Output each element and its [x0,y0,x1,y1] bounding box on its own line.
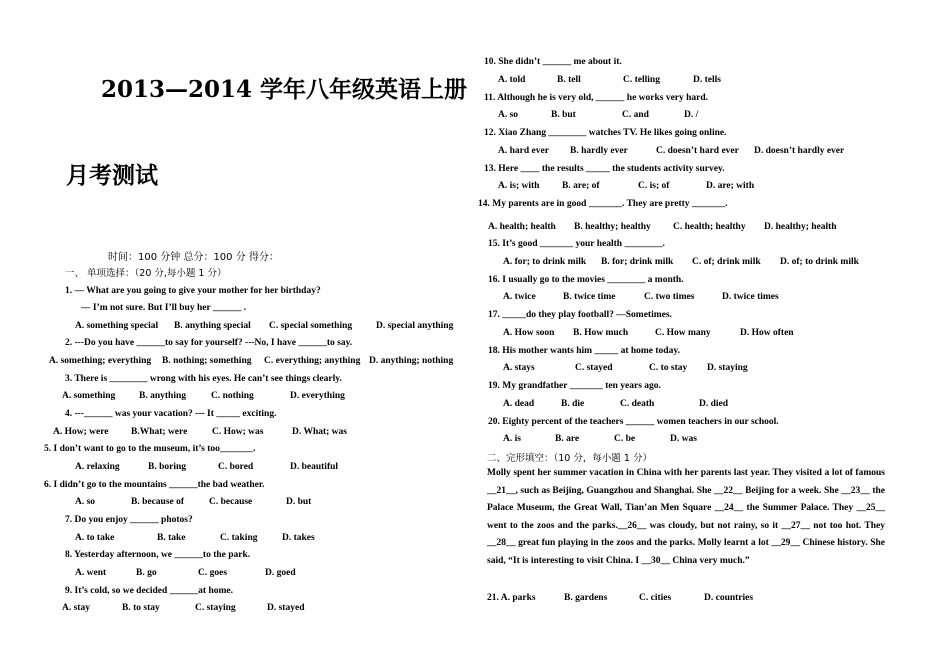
option: A. stay [62,603,90,613]
option: D. special anything [376,321,454,331]
question-text: 8. Yesterday afternoon, we ______to the park. [65,550,251,560]
option: B. go [136,568,157,578]
option: A. so [75,497,96,507]
option: C. to stay [649,363,688,373]
option: C. health; healthy [673,222,746,232]
option: A. something [62,391,116,401]
question-text: 15. It’s good _______ your health ________. [488,239,665,249]
option: C. bored [218,462,254,472]
question-text: 3. There is ________ wrong with his eyes. He can’t see things clearly. [65,374,342,384]
question-text: 4. ---______ was your vacation? --- It _____ exciting. [65,409,277,419]
option: D. died [699,399,729,409]
option: B. are; of [562,181,600,191]
option: C. nothing [211,391,254,401]
section-2-heading: 二、完形填空：（10 分，每小题 1 分） [487,453,652,464]
option: C. How; was [212,427,264,437]
option: C. of; drink milk [692,257,761,267]
option: D. everything [290,391,345,401]
question-text: 11. Although he is very old, ______ he works very hard. [484,93,709,103]
question-text: 5. I don’t want to go to the museum, it’s too_______. [44,444,256,454]
option: C. everything; anything [264,356,361,366]
option: C. death [620,399,655,409]
question-text: 7. Do you enjoy ______ photos? [65,515,193,525]
question-text: 14. My parents are in good _______. They are pretty _______. [478,199,728,209]
option: A. twice [503,292,536,302]
page-title: 2013—2014 学年八年级英语上册 [101,76,468,103]
option: D. goed [265,568,296,578]
question-text: 1. — What are you going to give your mother for her birthday? [65,286,321,296]
option: C. doesn’t hard ever [656,146,739,156]
option: B. healthy; healthy [574,222,651,232]
option: B. are [555,434,580,444]
option: B. for; drink milk [601,257,674,267]
option: C. How many [655,328,711,338]
option: A. hard ever [498,146,549,156]
option: D. twice times [722,292,779,302]
option: A. for; to drink milk [503,257,587,267]
option: A. something special [75,321,159,331]
option: D. stayed [267,603,305,613]
option: C. special something [269,321,353,331]
option: C. stayed [575,363,613,373]
option: B. but [551,110,576,120]
question-text: 20. Eighty percent of the teachers ______ women teachers in our school. [488,417,779,427]
option: B. tell [557,75,581,85]
question-text: 13. Here ____ the results _____ the students activity survey. [484,164,725,174]
option: D. How often [740,328,794,338]
option: A. something; everything [49,356,152,366]
option: A. so [498,110,519,120]
option: D. beautiful [290,462,339,472]
option: C. taking [220,533,258,543]
question-text: 21. A. parks [487,593,536,603]
option: B. anything special [174,321,251,331]
option: B. take [157,533,186,543]
option: D. healthy; health [764,222,837,232]
option: D. countries [704,593,754,603]
option: C. is; of [638,181,670,191]
option: D. anything; nothing [369,356,454,366]
question-text: 18. His mother wants him _____ at home today. [488,346,680,356]
option: C. and [622,110,649,120]
option: C. be [614,434,636,444]
option: D. staying [707,363,748,373]
question-text: 6. I didn’t go to the mountains ______the bad weather. [44,480,265,490]
option: B. gardens [564,593,608,603]
option: C. because [209,497,253,507]
option: B. twice time [563,292,616,302]
option: A. is; with [498,181,540,191]
option: C. telling [623,75,660,85]
option: D. What; was [292,427,347,437]
option: B. hardly ever [570,146,628,156]
question-text: 19. My grandfather _______ ten years ago. [488,381,661,391]
option: C. two times [644,292,695,302]
option: A. How soon [503,328,555,338]
option: B. to stay [122,603,160,613]
option: B. anything [139,391,186,401]
option: D. tells [693,75,721,85]
option: B. How much [573,328,629,338]
option: D. but [286,497,312,507]
question-text: 2. ---Do you have ______to say for yourself? ---No, I have ______to say. [65,338,353,348]
option: B.What; were [131,427,188,437]
option: B. die [561,399,585,409]
option: B. nothing; something [162,356,252,366]
question-text: 16. I usually go to the movies ________ a month. [488,275,684,285]
question-text: — I’m not sure. But I’ll buy her ______ . [81,303,247,313]
option: A. health; health [488,222,556,232]
option: D. was [670,434,697,444]
option: D. are; with [706,181,755,191]
option: A. stays [503,363,535,373]
option: A. told [498,75,526,85]
question-text: 9. It’s cold, so we decided ______at home. [65,586,233,596]
cloze-passage: Molly spent her summer vacation in China with her parents last year. They visited a lot of famous __21__, such as Beijing, Guangzhou and Shanghai. She __22__ Beijing for a week. She __23__ the Palace Museum, the Great Wall, Tian’an Men Square __24__ the Summer Palace. They __25__ went to the zoos and the parks.__26__ was cloudy, but not rainy, so it __27__ not too hot. They __28__ great fun playing in the zoos and the parks. Molly learnt a lot __29__ Chinese history. She said, “It is interesting to visit China. I __30__ China very much.” [487,468,885,566]
question-text: 17. _____do they play football? —Sometimes. [488,310,672,320]
option: C. cities [639,593,672,603]
exam-meta: 时间：100 分钟 总分：100 分 得分： [108,252,279,263]
option: A. How; were [53,427,109,437]
question-text: 10. She didn’t ______ me about it. [484,57,622,67]
question-text: 12. Xiao Zhang ________ watches TV. He likes going online. [484,128,727,138]
option: D. of; to drink milk [780,257,859,267]
option: D. doesn’t hardly ever [754,146,845,156]
option: A. relaxing [75,462,120,472]
option: B. because of [131,497,185,507]
option: A. to take [75,533,115,543]
option: C. staying [195,603,236,613]
option: C. goes [198,568,228,578]
option: A. dead [503,399,535,409]
section-1-heading: 一、 单项选择：（20 分,每小题 1 分） [65,268,227,279]
option: A. went [75,568,107,578]
option: D. / [684,110,699,120]
option: B. boring [148,462,187,472]
page-subtitle: 月考测试 [66,162,158,189]
option: A. is [503,434,521,444]
option: D. takes [282,533,315,543]
